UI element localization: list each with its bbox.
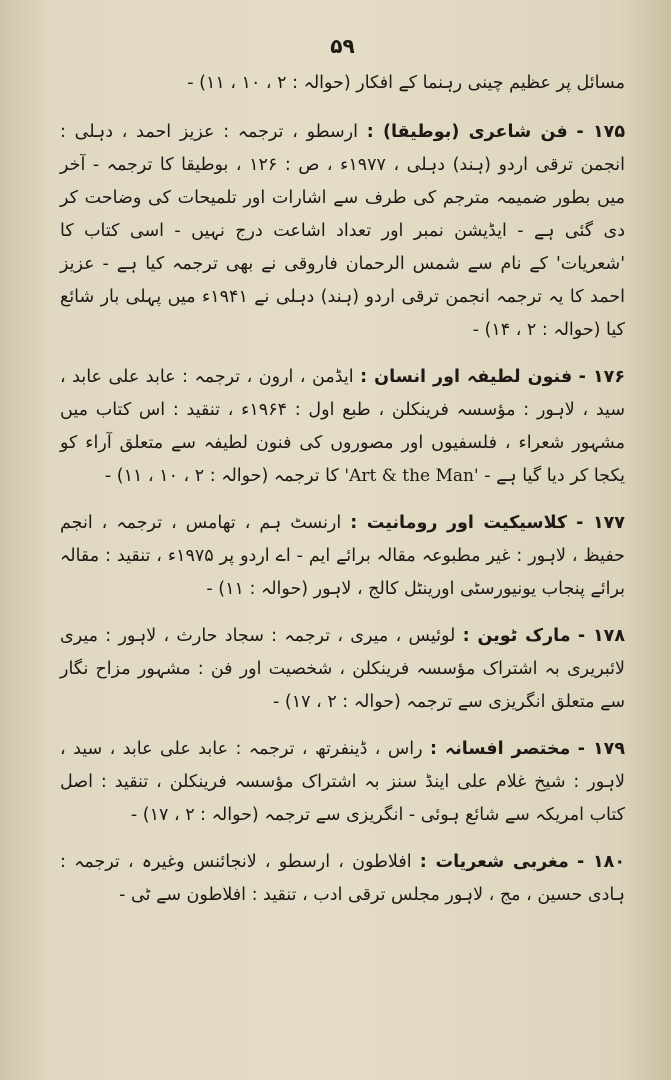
entry-number: ۱۷۶ -: [578, 367, 625, 387]
entry-text: ایڈمن ، ارون ، ترجمہ : عابد علی عابد ، سید ، لاہور : مؤسسہ فرینکلن ، طبع اول : ۱۹۶۴ء ، تنقید : اس کتاب میں مشہور شعراء ، فلسفیوں اور مصوروں کی فنون لطیفہ سے متعلق آراء کو یکجا کر دیا گیا ہے -: [60, 367, 625, 486]
entry-text: ارنسٹ ہم ، تھامس ، ترجمہ ، انجم حفیظ ، لاہور : غیر مطبوعہ مقالہ برائے ایم - اے اردو پر ۱۹۷۵ء ، تنقید : مقالہ برائے پنجاب یونیورسٹی اورینٹل کالج ، لاہور (حوالہ : ۱۱) -: [60, 513, 625, 599]
entry-title: فن شاعری (بوطیقا) :: [366, 122, 568, 142]
english-title: 'Art & the Man': [344, 466, 479, 486]
entry-number: ۱۷۵ -: [576, 122, 625, 142]
entry-176: [60, 361, 625, 493]
entry-number: ۱۷۷ -: [576, 513, 625, 533]
entry-title: مغربی شعریات :: [419, 852, 569, 872]
entry-title: فنون لطیفہ اور انسان :: [360, 367, 573, 387]
entry-title: مختصر افسانہ :: [430, 739, 571, 759]
intro-line: مسائل پر عظیم چینی رہنما کے افکار (حوالہ : ۲ ، ۱۰ ، ۱۱) -: [187, 73, 625, 93]
entry-175: [60, 116, 625, 347]
entry-number: ۱۷۸ -: [577, 626, 625, 646]
entry-text: ارسطو ، ترجمہ : عزیز احمد ، دہلی : انجمن ترقی اردو (ہند) دہلی ، ۱۹۷۷ء ، ص : ۱۲۶ ، بوطیقا کا ترجمہ - آخر میں بطور ضمیمہ مترجم کی طرف سے اشارات اور تلمیحات کی وضاحت کر دی گئی ہے - ایڈیشن نمبر اور تعداد اشاعت درج نہیں - اسی کتاب کا 'شعریات' کے نام سے شمس الرحمان فاروقی نے بھی ترجمہ کیا ہے - عزیز احمد کا یہ ترجمہ انجمن ترقی اردو (ہند) دہلی نے ۱۹۴۱ء میں پہلی بار شائع کیا (حوالہ : ۲ ، ۱۴) -: [60, 122, 626, 340]
entry-179: [60, 733, 625, 832]
entry-text: لوئیس ، میری ، ترجمہ : سجاد حارث ، لاہور : میری لائبریری بہ اشتراک مؤسسہ فرینکلن ، شخصیت اور فن : مشہور مزاح نگار سے متعلق انگریزی سے ترجمہ (حوالہ : ۲ ، ۱۷) -: [60, 626, 625, 712]
entry-number: ۱۷۹ -: [577, 739, 625, 759]
entry-178: [60, 620, 625, 719]
entry-number: ۱۸۰ -: [576, 852, 625, 872]
entry-title: کلاسیکیت اور رومانیت :: [350, 513, 568, 533]
entry-177: [60, 507, 625, 606]
entry-180: [60, 846, 625, 912]
entry-title: مارک ٹوین :: [462, 626, 571, 646]
entry-text: راس ، ڈینفرتھ ، ترجمہ : عابد علی عابد ، سید ، لاہور : شیخ غلام علی اینڈ سنز بہ اشتراک مؤسسہ فرینکلن ، تنقید : اصل کتاب امریکہ سے شائع ہوئی - انگریزی سے ترجمہ (حوالہ : ۲ ، ۱۷) -: [60, 739, 625, 825]
entry-text-after: کا ترجمہ (حوالہ : ۲ ، ۱۰ ، ۱۱) -: [104, 466, 339, 486]
entry-text: افلاطون ، ارسطو ، لانجائنس وغیرہ ، ترجمہ : ہادی حسین ، مج ، لاہور مجلس ترقی ادب ، تنقید : افلاطون سے ٹی -: [60, 852, 625, 905]
page-number: ۵۹: [330, 34, 355, 58]
